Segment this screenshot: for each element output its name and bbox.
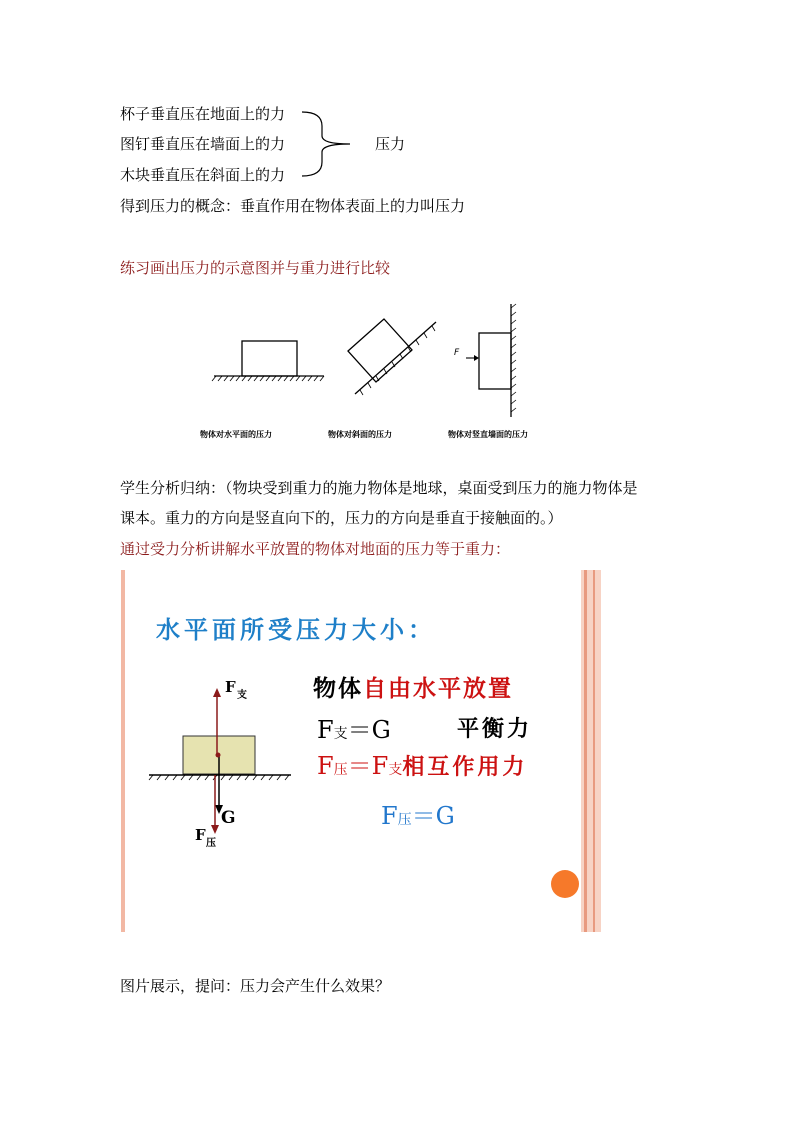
- slide-line-2: [317, 710, 391, 745]
- brace-label: 压力: [375, 135, 406, 153]
- slide-line-2-rest: ＝G: [347, 716, 391, 744]
- diagram-fpress-label: F: [195, 826, 206, 844]
- pressure-diagrams: [200, 292, 570, 442]
- slide-line-3-sub1: 压: [333, 762, 348, 778]
- slide-line-2-sub: 支: [333, 726, 348, 742]
- diagram-wall: [454, 304, 516, 417]
- slide-line-3-mid: ＝F: [347, 752, 389, 780]
- exercise-heading: 练习画出压力的示意图并与重力进行比较: [120, 259, 391, 277]
- slide-force-diagram: [141, 680, 291, 860]
- concept-text: 得到压力的概念：垂直作用在物体表面上的力叫压力: [120, 197, 466, 215]
- slide-line-3-note: 相互作用力: [402, 754, 528, 780]
- question-text: 图片展示，提问：压力会产生什么效果？: [120, 977, 391, 995]
- slide-line-4-rest: ＝G: [411, 802, 455, 830]
- slide-line-2-f: F: [317, 716, 334, 744]
- slide-line-4: [381, 796, 455, 831]
- caption-horizontal: 物体对水平面的压力: [200, 430, 272, 439]
- force-label-f: F: [454, 348, 460, 358]
- caption-wall: 物体对竖直墙面的压力: [448, 430, 528, 439]
- slide-right-stripe: [584, 570, 587, 932]
- analysis-line-1: 学生分析归纳：（物块受到重力的施力物体是地球，桌面受到压力的施力物体是: [120, 479, 638, 497]
- analysis-heading: 通过受力分析讲解水平放置的物体对地面的压力等于重力：: [120, 540, 511, 558]
- diagram-fsup-label: F: [225, 680, 236, 696]
- intro-line-1: 杯子垂直压在地面上的力: [120, 105, 286, 123]
- slide-line-3-sub2: 支: [388, 762, 403, 778]
- slide-balance-note: 平衡力: [457, 716, 533, 742]
- diagram-fpress-sub: 压: [206, 838, 216, 849]
- slide-line-1-red: 自由水平放置: [363, 675, 513, 702]
- slide-line-4-sub: 压: [397, 812, 412, 828]
- analysis-line-2: 课本。重力的方向是竖直向下的，压力的方向是垂直于接触面的。）: [120, 509, 563, 527]
- diagram-g-label: G: [221, 808, 236, 828]
- intro-line-2: 图钉垂直压在墙面上的力: [120, 135, 286, 153]
- diagram-fsup-sub: 支: [237, 690, 247, 701]
- intro-line-3: 木块垂直压在斜面上的力: [120, 166, 286, 184]
- slide-orange-dot: [551, 870, 579, 898]
- slide-left-stripe: [121, 570, 125, 932]
- slide-image: [121, 570, 601, 932]
- diagram-horizontal: [212, 341, 324, 381]
- slide-line-3-f1: F: [317, 752, 334, 780]
- brace-icon: [300, 104, 360, 184]
- slide-line-4-f: F: [381, 802, 398, 830]
- caption-incline: 物体对斜面的压力: [328, 430, 392, 439]
- diagram-incline: [348, 319, 436, 395]
- slide-line-1: [313, 670, 513, 703]
- slide-title: 水平面所受压力大小：: [156, 615, 436, 644]
- slide-line-1-black: 物体: [313, 675, 363, 702]
- slide-right-stripe-2: [593, 570, 595, 932]
- slide-line-3: [317, 746, 527, 781]
